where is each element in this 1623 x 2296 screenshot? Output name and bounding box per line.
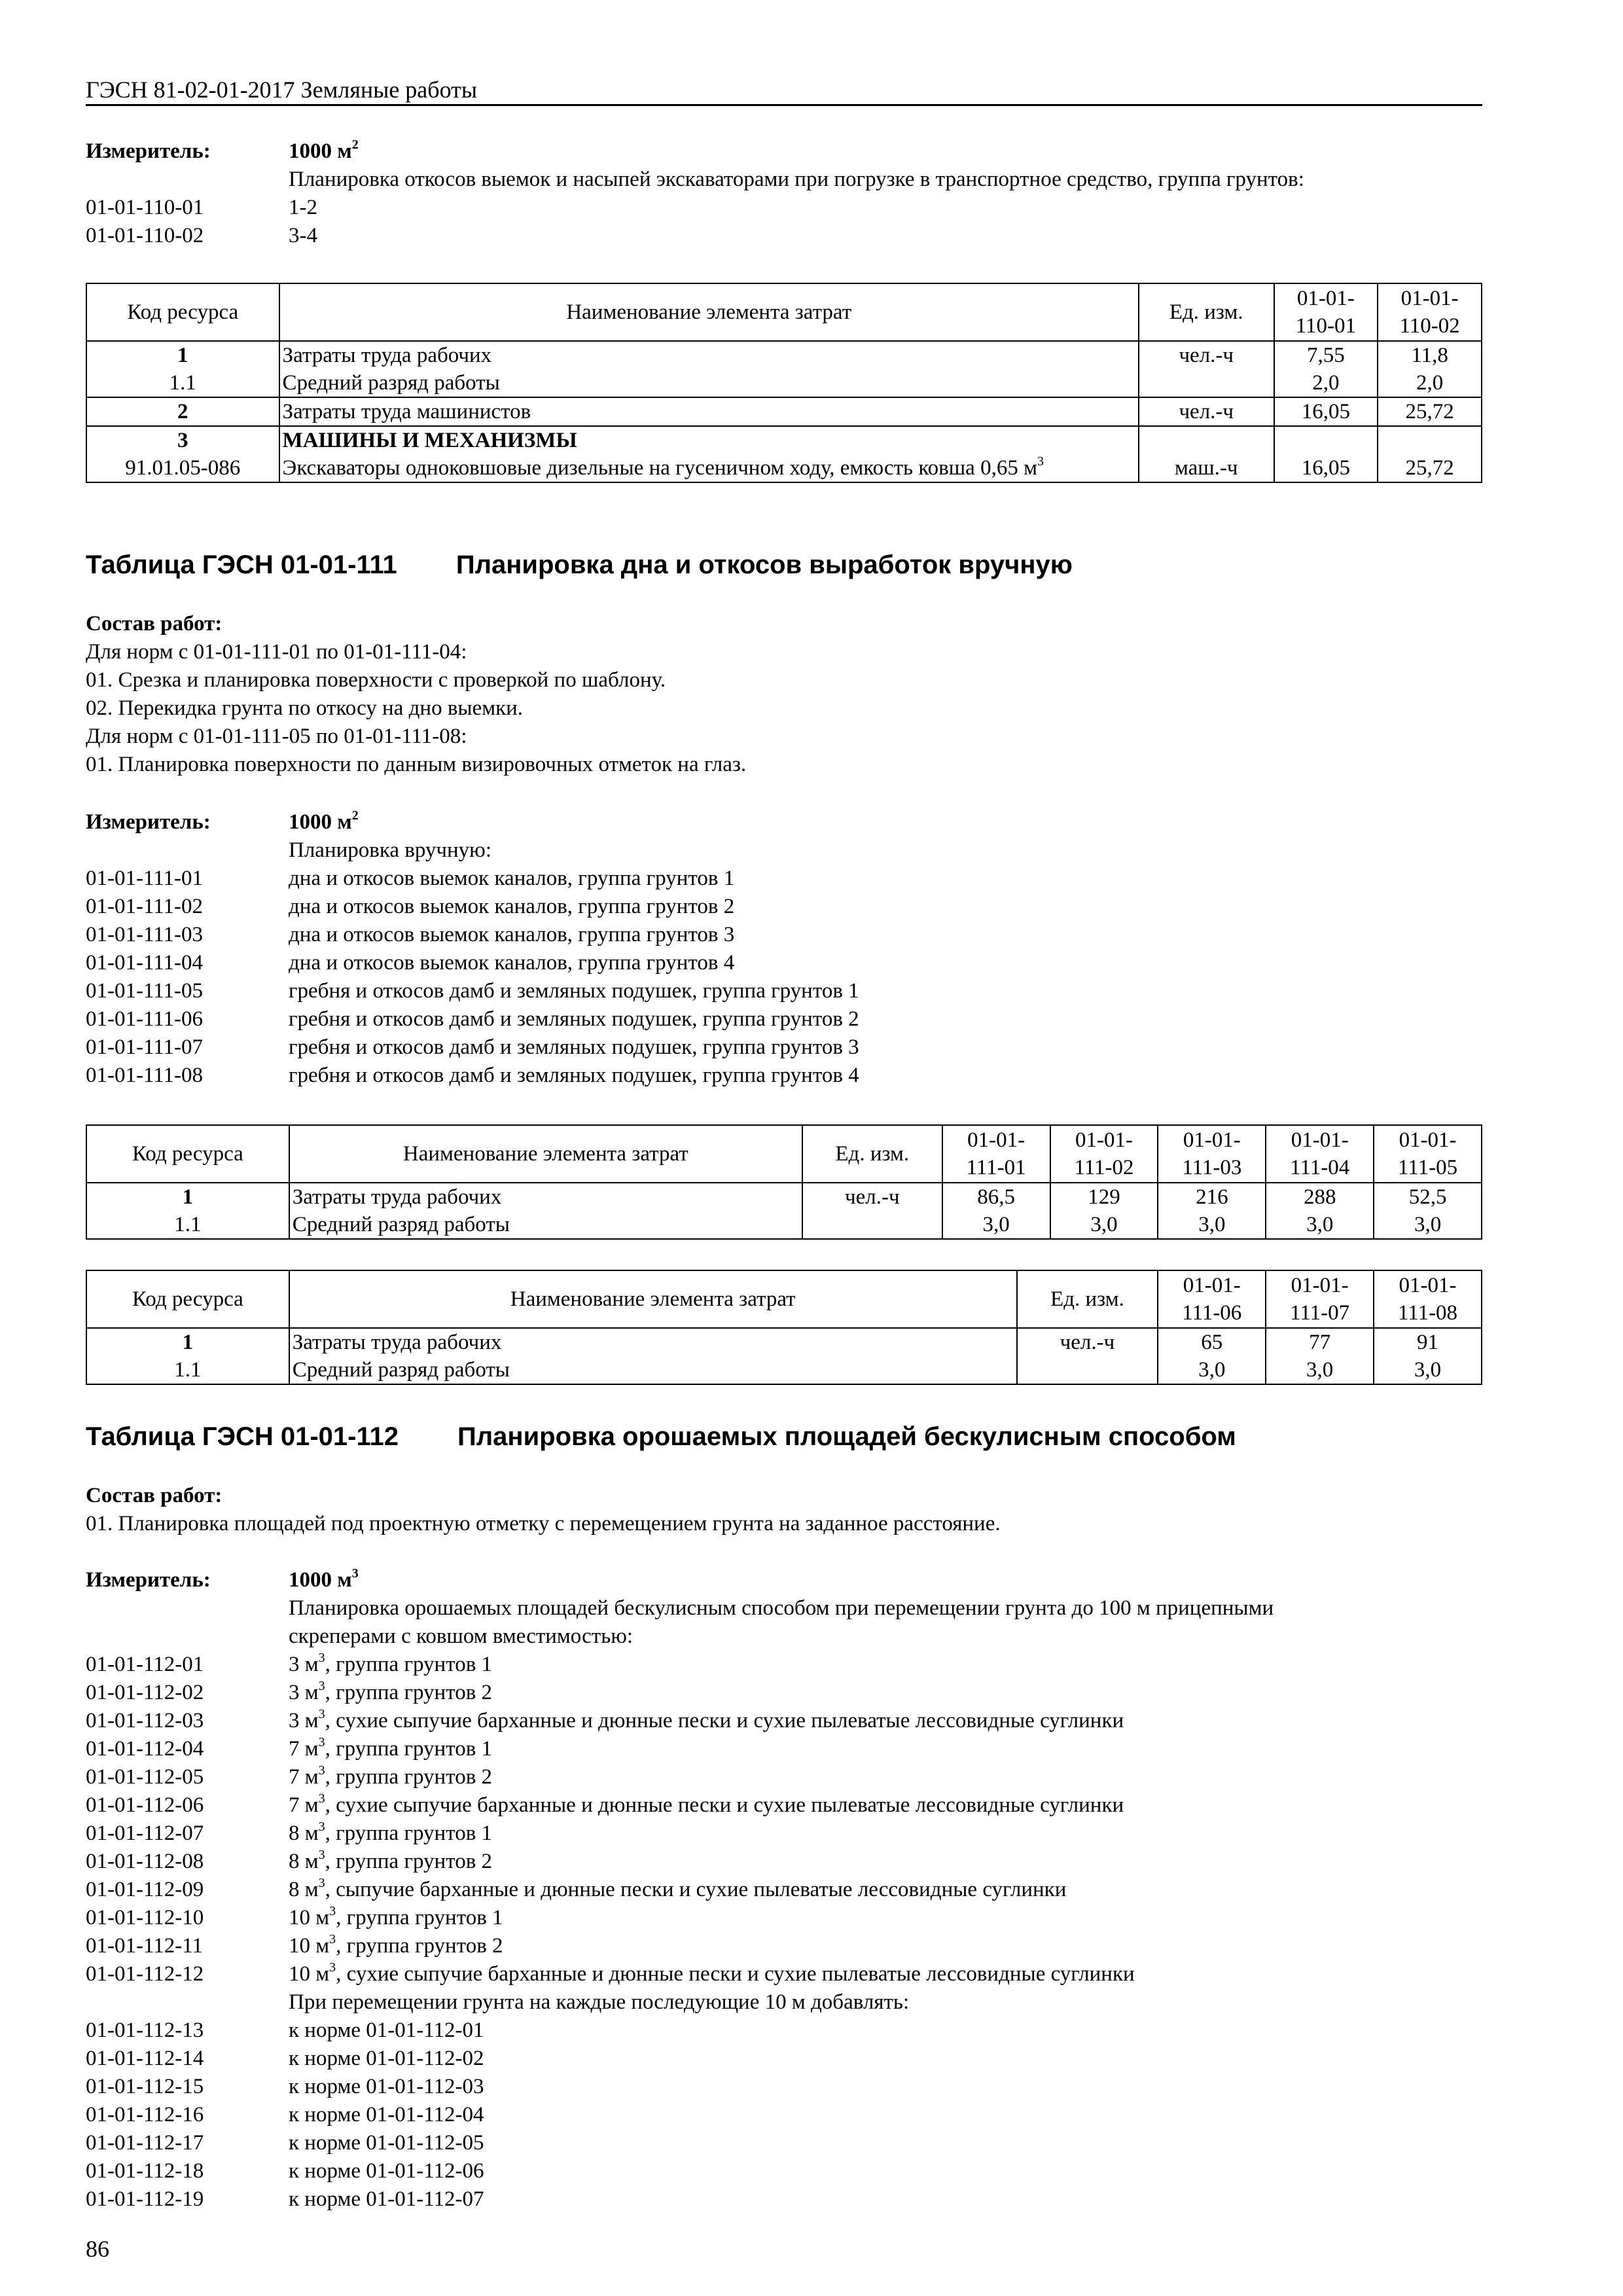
norm-row: 01-01-112-16 к норме 01-01-112-04	[86, 2103, 484, 2126]
table-row: 3 МАШИНЫ И МЕХАНИЗМЫ	[86, 426, 1482, 454]
norm-row: 01-01-112-02 3 $м^3$, группа грунтов 2	[86, 1679, 493, 1704]
norm-row: 01-01-112-01 3 $м^3$, группа грунтов 1	[86, 1651, 493, 1676]
norm-row: 01-01-111-06 гребня и откосов дамб и земляных подушек, группа грунтов 2	[86, 1007, 859, 1031]
table-header-row: Код ресурса Наименование элемента затрат Ед. изм. 01-01- 111-06 01-01- 111-07 01-01- 111-08	[86, 1270, 1482, 1328]
table-row: 1 Затраты труда рабочих чел.-ч 7,55 11,8	[86, 341, 1482, 369]
col-norm-header: 01-01- 110-01	[1274, 283, 1378, 341]
norm-row: 01-01-112-13 к норме 01-01-112-01	[86, 2018, 484, 2042]
norm-row: 01-01-110-02 3-4	[86, 224, 317, 247]
col-name-header: Наименование элемента затрат	[279, 283, 1139, 341]
norm-row: 01-01-112-15 к норме 01-01-112-03	[86, 2075, 484, 2098]
running-header: ГЭСН 81-02-01-2017 Земляные работы	[86, 77, 1482, 106]
meter-label: Измеритель:	[86, 139, 211, 163]
table-row: 1 Затраты труда рабочих чел.-ч 65 77 91	[86, 1328, 1482, 1356]
sec110-table	[86, 283, 1482, 483]
table-row: 1.1 Средний разряд работы 3,0 3,0 3,0	[86, 1356, 1482, 1384]
table-row: 1.1 Средний разряд работы 3,0 3,0 3,0 3,0 3,0	[86, 1211, 1482, 1239]
norm-row: 01-01-112-10 10 $м^3$, группа грунтов 1	[86, 1904, 503, 1929]
norm-row: 01-01-112-09 8 $м^3$, сыпучие барханные и дюнные пески и сухие пылеватые лессовидные суглинки	[86, 1876, 1067, 1901]
sec112-composition: Состав работ: 01. Планировка площадей под проектную отметку с перемещением грунта на заданное расстояние.	[86, 1484, 1001, 1535]
table-row: 2 Затраты труда машинистов чел.-ч 16,05 25,72	[86, 397, 1482, 426]
norm-row: 01-01-112-08 8 $м^3$, группа грунтов 2	[86, 1848, 493, 1873]
norm-row: 01-01-112-07 8 $м^3$, группа грунтов 1	[86, 1820, 493, 1845]
norm-row: 01-01-112-03 3 $м^3$, сухие сыпучие барханные и дюнные пески и сухие пылеватые лессовидные суглинки	[86, 1707, 1124, 1732]
norm-row: 01-01-110-01 1-2	[86, 196, 317, 219]
sec111-title: Таблица ГЭСН 01-01-111 Планировка дна и откосов выработок вручную	[86, 550, 1073, 579]
page-number: 86	[86, 2236, 109, 2262]
norm-row: 01-01-111-01 дна и откосов выемок каналов, группа грунтов 1	[86, 867, 735, 890]
composition-label: Состав работ:	[86, 612, 223, 636]
sec110-desc: Планировка откосов выемок и насыпей экскаваторами при погрузке в транспортное средство, группа грунтов:	[289, 168, 1304, 191]
table-row: 1 Затраты труда рабочих чел.-ч 86,5 129 216 288 52,5	[86, 1183, 1482, 1211]
norm-row: 01-01-112-05 7 $м^3$, группа грунтов 2	[86, 1763, 493, 1789]
sec110-meter-block	[86, 137, 1482, 250]
col-norm-header: 01-01- 110-02	[1378, 283, 1482, 341]
table-row: 1.1 Средний разряд работы 2,0 2,0	[86, 369, 1482, 397]
norm-row: 01-01-112-19 к норме 01-01-112-07	[86, 2187, 484, 2211]
sec111-composition: Состав работ: Для норм с 01-01-111-01 по 01-01-111-04: 01. Срезка и планировка поверхности с проверкой по шаблону. 02. Перекидка грунта по откосу на дно выемки. Для норм с 01-01-111-05 по 01-01-111-08: 01. Планировка поверхности по данным визировочных отметок на глаз.	[86, 612, 747, 776]
norm-row: 01-01-112-14 к норме 01-01-112-02	[86, 2047, 484, 2070]
norm-row: 01-01-111-02 дна и откосов выемок каналов, группа грунтов 2	[86, 895, 735, 918]
norm-row: 01-01-111-07 гребня и откосов дамб и земляных подушек, группа грунтов 3	[86, 1035, 859, 1059]
norm-row: 01-01-112-04 7 $м^3$, группа грунтов 1	[86, 1735, 493, 1761]
sec111-table-1	[86, 1124, 1482, 1240]
norm-row: 01-01-111-08 гребня и откосов дамб и земляных подушек, группа грунтов 4	[86, 1064, 859, 1087]
sec110-unit: 1000 $м^2$	[289, 137, 359, 163]
norm-row: 01-01-112-18 к норме 01-01-112-06	[86, 2159, 484, 2183]
norm-row: 01-01-111-05 гребня и откосов дамб и земляных подушек, группа грунтов 1	[86, 979, 859, 1003]
sec111-meter-block: Измеритель: 1000 $м^2$ Планировка вручную: 01-01-111-01 дна и откосов выемок каналов, группа грунтов 1 01-01-111-02 дна и откосов выемок каналов, группа грунтов 2 01-01-111-03 дна и откосов выемок каналов, группа грунтов 3 01-01-111-04 дна и откосов выемок каналов, группа грунтов 4 01-01-111-05 гребня и откосов дамб и земляных подушек, группа грунтов 1 01-01-111-06 гребня и откосов дамб и земляных подушек, группа грунтов 2 01-01-111-07 гребня и откосов дамб и земляных подушек, группа грунтов 3 01-01-111-08 гребня и откосов дамб и земляных подушек, группа грунтов 4	[86, 808, 1482, 1090]
norm-row: 01-01-112-06 7 $м^3$, сухие сыпучие барханные и дюнные пески и сухие пылеватые лессовидные суглинки	[86, 1791, 1124, 1817]
table-header-row: Код ресурса Наименование элемента затрат Ед. изм. 01-01- 111-01 01-01- 111-02 01-01- 111-03 01-01- 111-04 01-01- 111-05	[86, 1125, 1482, 1183]
norm-row: 01-01-112-12 10 $м^3$, сухие сыпучие барханные и дюнные пески и сухие пылеватые лессовидные суглинки	[86, 1960, 1135, 1986]
norm-row: 01-01-112-11 10 $м^3$, группа грунтов 2	[86, 1932, 503, 1958]
table-header-row	[86, 283, 1482, 341]
table-row: 91.01.05-086 Экскаваторы одноковшовые дизельные на гусеничном ходу, емкость ковша 0,65 $м^3$ маш.-ч 16,05 25,72	[86, 454, 1482, 482]
norm-row: 01-01-112-17 к норме 01-01-112-05	[86, 2131, 484, 2155]
norm-row: 01-01-111-03 дна и откосов выемок каналов, группа грунтов 3	[86, 923, 735, 946]
sec111-table-2	[86, 1270, 1482, 1385]
norm-row: 01-01-111-04 дна и откосов выемок каналов, группа грунтов 4	[86, 951, 735, 975]
col-unit-header: Ед. изм.	[1139, 283, 1274, 341]
col-code-header: Код ресурса	[86, 283, 279, 341]
sec112-title: Таблица ГЭСН 01-01-112 Планировка орошаемых площадей бескулисным способом	[86, 1422, 1236, 1451]
sec112-meter-block: Измеритель: 1000 $м^3$ Планировка орошаемых площадей бескулисным способом при перемещении грунта до 100 м прицепными скреперами с ковшом вместимостью: 01-01-112-01 3 $м^3$, группа грунтов 1 01-01-112-02 3 $м^3$, группа грунтов 2 01-01-112-03 3 $м^3$, сухие сыпучие барханные и дюнные пески и сухие пылеватые лессовидные суглинки 01-01-112-04 7 $м^3$, группа грунтов 1 01-01-112-05 7 $м^3$, группа грунтов 2 01-01-112-06 7 $м^3$, сухие сыпучие барханные и дюнные пески и сухие пылеватые лессовидные суглинки 01-01-112-07 8 $м^3$, группа грунтов 1 01-01-112-08 8 $м^3$, группа грунтов 2 01-01-112-09 8 $м^3$, сыпучие барханные и дюнные пески и сухие пылеватые лессовидные суглинки 01-01-112-10 10 $м^3$, группа грунтов 1 01-01-112-11 10 $м^3$, группа грунтов 2 01-01-112-12 10 $м^3$, сухие сыпучие барханные и дюнные пески и сухие пылеватые лессовидные суглинки При перемещении грунта на каждые последующие 10 м добавлять: 01-01-112-13 к норме 01-01-112-01 01-01-112-14 к норме 01-01-112-02 01-01-112-15 к норме 01-01-112-03 01-01-112-16 к норме 01-01-112-04 01-01-112-17 к норме 01-01-112-05 01-01-112-18 к норме 01-01-112-06 01-01-112-19 к норме 01-01-112-07	[86, 1566, 1482, 2214]
